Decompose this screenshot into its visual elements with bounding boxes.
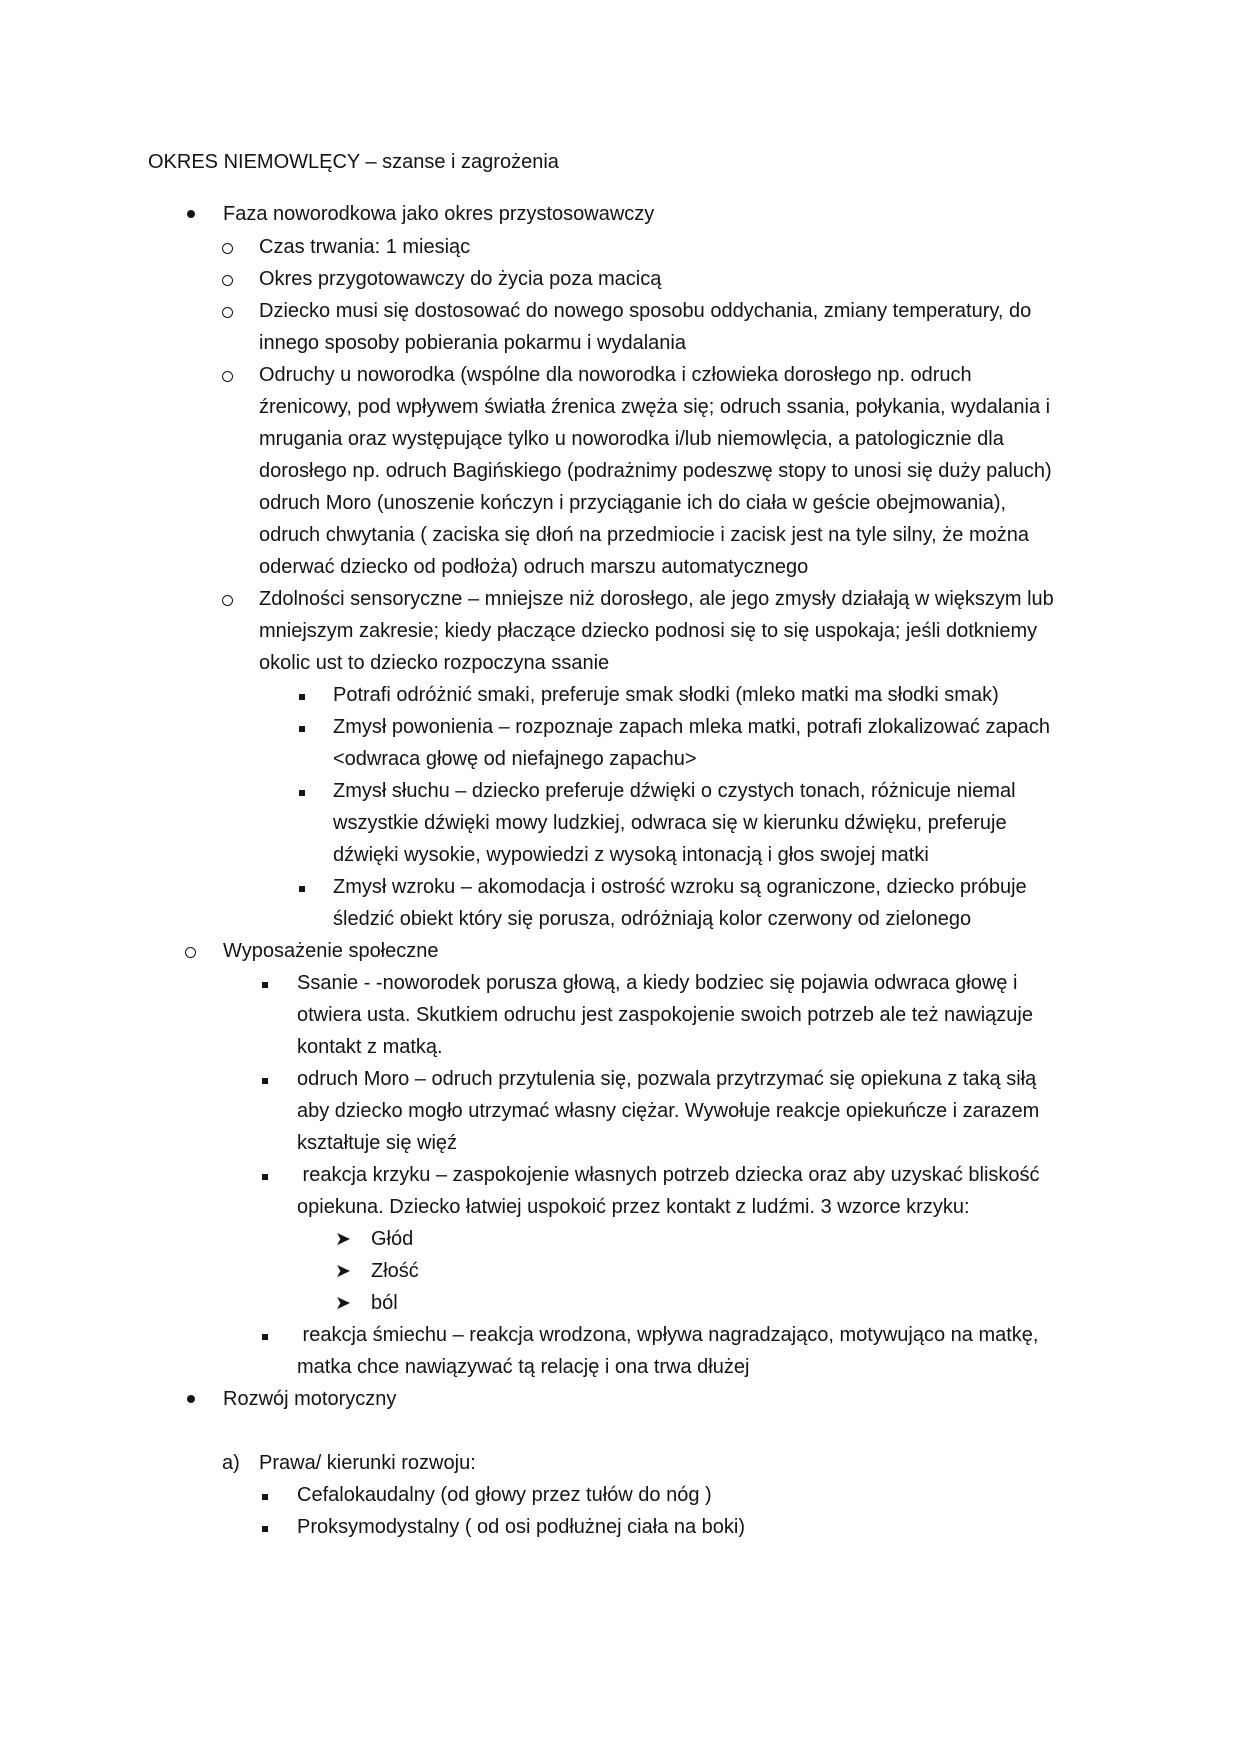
bullet-circle-icon	[222, 243, 233, 254]
arrow-bullet-icon: ➤	[335, 1292, 351, 1314]
bullet-square-icon	[299, 886, 305, 892]
list-item-continuation: dźwięki wysokie, wypowiedzi z wysoką intonacją i głos swojej matki	[333, 844, 929, 866]
list-item-continuation: innego sposoby pobierania pokarmu i wydalania	[259, 332, 686, 354]
list-item-continuation: kształtuje się więź	[297, 1132, 458, 1154]
list-item: reakcja śmiechu – reakcja wrodzona, wpływa nagradzająco, motywująco na matkę,	[297, 1324, 1039, 1346]
list-item: Głód	[371, 1228, 414, 1250]
bullet-dot-icon	[187, 1395, 195, 1403]
document-title: OKRES NIEMOWLĘCY – szanse i zagrożenia	[148, 151, 559, 173]
bullet-circle-icon	[185, 947, 196, 958]
list-item-continuation: wszystkie dźwięki mowy ludzkiej, odwraca się w kierunku dźwięku, preferuje	[333, 812, 1007, 834]
list-item: odruch Moro – odruch przytulenia się, pozwala przytrzymać się opiekuna z taką siłą	[297, 1068, 1037, 1090]
list-item: Prawa/ kierunki rozwoju:	[259, 1452, 476, 1474]
bullet-circle-icon	[222, 307, 233, 318]
list-item-continuation: kontakt z matką.	[297, 1036, 443, 1058]
list-item: Zmysł wzroku – akomodacja i ostrość wzroku są ograniczone, dziecko próbuje	[333, 876, 1027, 898]
bullet-square-icon	[299, 726, 305, 732]
bullet-square-icon	[262, 1174, 268, 1180]
list-item: Czas trwania: 1 miesiąc	[259, 236, 471, 258]
arrow-bullet-icon: ➤	[335, 1228, 351, 1250]
list-item-continuation: śledzić obiekt który się porusza, odróżniają kolor czerwony od zielonego	[333, 908, 972, 930]
bullet-square-icon	[262, 1334, 268, 1340]
list-item: Wyposażenie społeczne	[223, 940, 439, 962]
list-item: Zdolności sensoryczne – mniejsze niż dorosłego, ale jego zmysły działają w większym lub	[259, 588, 1054, 610]
list-item: ból	[371, 1292, 398, 1314]
bullet-circle-icon	[222, 595, 233, 606]
arrow-bullet-icon: ➤	[335, 1260, 351, 1282]
list-item-continuation: mrugania oraz występujące tylko u noworodka i/lub niemowlęcia, a patologicznie dla	[259, 428, 1004, 450]
list-item: Rozwój motoryczny	[223, 1388, 397, 1410]
list-item-continuation: odruch Moro (unoszenie kończyn i przyciąganie ich do ciała w geście obejmowania),	[259, 492, 1007, 514]
list-item: Dziecko musi się dostosować do nowego sposobu oddychania, zmiany temperatury, do	[259, 300, 1032, 322]
bullet-circle-icon	[222, 371, 233, 382]
bullet-square-icon	[262, 1494, 268, 1500]
list-item-continuation: odruch chwytania ( zaciska się dłoń na przedmiocie i zacisk jest na tyle silny, że można	[259, 524, 1029, 546]
list-item: Okres przygotowawczy do życia poza macicą	[259, 268, 662, 290]
bullet-square-icon	[262, 982, 268, 988]
bullet-circle-icon	[222, 275, 233, 286]
list-item: Ssanie - -noworodek porusza głową, a kiedy bodziec się pojawia odwraca głowę i	[297, 972, 1018, 994]
list-item: Zmysł słuchu – dziecko preferuje dźwięki o czystych tonach, różnicuje niemal	[333, 780, 1016, 802]
list-item: Zmysł powonienia – rozpoznaje zapach mleka matki, potrafi zlokalizować zapach	[333, 716, 1051, 738]
list-item: Faza noworodkowa jako okres przystosowawczy	[223, 203, 655, 225]
list-item-continuation: dorosłego np. odruch Bagińskiego (podrażnimy podeszwę stopy to unosi się duży paluch)	[259, 460, 1052, 482]
bullet-square-icon	[299, 790, 305, 796]
list-item-continuation: <odwraca głowę od niefajnego zapachu>	[333, 748, 697, 770]
list-item-continuation: opiekuna. Dziecko łatwiej uspokoić przez kontakt z ludźmi. 3 wzorce krzyku:	[297, 1196, 970, 1218]
list-label-a: a)	[222, 1452, 240, 1474]
list-item-continuation: otwiera usta. Skutkiem odruchu jest zaspokojenie swoich potrzeb ale też nawiązuje	[297, 1004, 1033, 1026]
list-item-continuation: aby dziecko mogło utrzymać własny ciężar. Wywołuje reakcje opiekuńcze i zarazem	[297, 1100, 1040, 1122]
list-item: Złość	[371, 1260, 419, 1282]
list-item-continuation: matka chce nawiązywać tą relację i ona trwa dłużej	[297, 1356, 750, 1378]
list-item: Proksymodystalny ( od osi podłużnej ciała na boki)	[297, 1516, 745, 1538]
bullet-square-icon	[262, 1078, 268, 1084]
list-item: reakcja krzyku – zaspokojenie własnych potrzeb dziecka oraz aby uzyskać bliskość	[297, 1164, 1040, 1186]
list-item-continuation: oderwać dziecko od podłoża) odruch marszu automatycznego	[259, 556, 809, 578]
bullet-dot-icon	[187, 210, 195, 218]
list-item: Cefalokaudalny (od głowy przez tułów do nóg )	[297, 1484, 712, 1506]
list-item-continuation: okolic ust to dziecko rozpoczyna ssanie	[259, 652, 610, 674]
bullet-square-icon	[262, 1526, 268, 1532]
list-item-continuation: źrenicowy, pod wpływem światła źrenica zwęża się; odruch ssania, połykania, wydalania i	[259, 396, 1051, 418]
list-item: Potrafi odróżnić smaki, preferuje smak słodki (mleko matki ma słodki smak)	[333, 684, 999, 706]
bullet-square-icon	[299, 694, 305, 700]
list-item: Odruchy u noworodka (wspólne dla noworodka i człowieka dorosłego np. odruch	[259, 364, 972, 386]
list-item-continuation: mniejszym zakresie; kiedy płaczące dziecko podnosi się to się uspokaja; jeśli dotkniemy	[259, 620, 1038, 642]
